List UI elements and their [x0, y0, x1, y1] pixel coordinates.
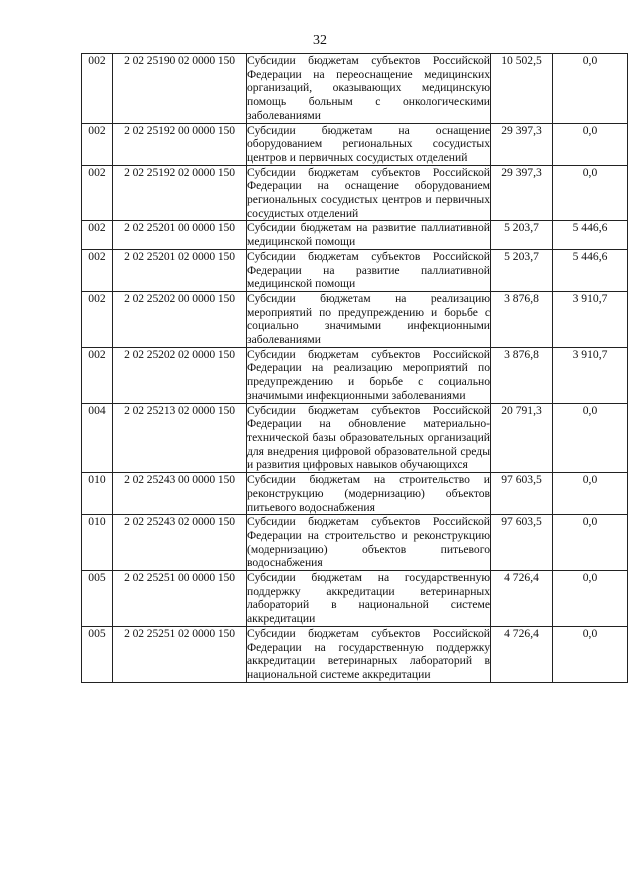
table-row: [82, 249, 628, 291]
revenue-name-cell: [247, 347, 491, 403]
revenue-name-text: Субсидии бюджетам субъектов Российской Федерации на государственную поддержку аккредитации ветеринарных лабораторий в национальной системе аккредитации: [247, 626, 490, 681]
budget-classification-code-text: 2 02 25243 02 0000 150: [124, 515, 235, 529]
budget-classification-code-cell: [113, 221, 247, 249]
table-row: [82, 347, 628, 403]
revenue-name-text: Субсидии бюджетам субъектов Российской Федерации на развитие паллиативной медицинской помощи: [247, 249, 490, 291]
admin-code-text: 010: [88, 473, 106, 487]
table-row: [82, 473, 628, 515]
amount-year-1-text: 29 397,3: [501, 165, 542, 179]
revenue-name-text: Субсидии бюджетам на реализацию мероприятий по предупреждению и борьбе с социально значимыми инфекционными заболеваниями: [247, 291, 490, 347]
admin-code-text: 002: [88, 249, 106, 263]
amount-year-2-text: 0,0: [582, 403, 598, 417]
budget-classification-code-text: 2 02 25202 02 0000 150: [124, 347, 235, 361]
budget-classification-code-text: 2 02 25251 00 0000 150: [124, 571, 235, 585]
admin-code-text: 002: [88, 54, 106, 67]
amount-year-2-cell: [553, 473, 628, 515]
admin-code-cell: [82, 571, 113, 627]
admin-code-text: 010: [88, 515, 106, 529]
table-row: [82, 165, 628, 221]
budget-classification-code-text: 2 02 25192 02 0000 150: [124, 165, 235, 179]
budget-revenue-table: [81, 53, 628, 683]
amount-year-1-cell: [491, 347, 553, 403]
table-row: [82, 291, 628, 347]
budget-classification-code-text: 2 02 25201 00 0000 150: [124, 221, 235, 235]
admin-code-cell: [82, 347, 113, 403]
table-row: [82, 403, 628, 473]
amount-year-1-cell: [491, 221, 553, 249]
admin-code-cell: [82, 165, 113, 221]
amount-year-2-cell: [553, 249, 628, 291]
budget-classification-code-text: 2 02 25192 00 0000 150: [124, 123, 235, 137]
table-row: [82, 515, 628, 571]
budget-classification-code-text: 2 02 25243 00 0000 150: [124, 473, 235, 487]
admin-code-cell: [82, 123, 113, 165]
budget-classification-code-cell: [113, 291, 247, 347]
budget-classification-code-cell: [113, 626, 247, 682]
amount-year-1-cell: [491, 249, 553, 291]
amount-year-1-cell: [491, 515, 553, 571]
amount-year-2-text: 0,0: [582, 54, 598, 67]
amount-year-1-cell: [491, 165, 553, 221]
budget-classification-code-text: 2 02 25202 00 0000 150: [124, 291, 235, 305]
budget-classification-code-text: 2 02 25213 02 0000 150: [124, 403, 235, 417]
revenue-name-cell: [247, 123, 491, 165]
budget-classification-code-cell: [113, 515, 247, 571]
table-row: [82, 626, 628, 682]
revenue-name-cell: [247, 626, 491, 682]
amount-year-2-cell: [553, 626, 628, 682]
amount-year-2-text: 3 910,7: [572, 291, 608, 305]
admin-code-cell: [82, 221, 113, 249]
amount-year-2-cell: [553, 54, 628, 124]
amount-year-2-text: 0,0: [582, 473, 598, 487]
table-row: [82, 221, 628, 249]
amount-year-1-text: 97 603,5: [501, 515, 542, 529]
amount-year-2-text: 0,0: [582, 626, 598, 640]
admin-code-text: 005: [88, 626, 106, 640]
budget-classification-code-text: 2 02 25251 02 0000 150: [124, 626, 235, 640]
amount-year-2-text: 0,0: [582, 165, 598, 179]
amount-year-1-text: 4 726,4: [504, 571, 539, 585]
amount-year-2-cell: [553, 291, 628, 347]
revenue-name-text: Субсидии бюджетам субъектов Российской Федерации на строительство и реконструкцию (модернизацию) объектов питьевого водоснабжения: [247, 515, 490, 570]
amount-year-1-cell: [491, 626, 553, 682]
budget-classification-code-cell: [113, 54, 247, 124]
amount-year-1-text: 5 203,7: [504, 249, 539, 263]
admin-code-text: 005: [88, 571, 106, 585]
revenue-name-cell: [247, 291, 491, 347]
revenue-name-text: Субсидии бюджетам на оснащение оборудованием региональных сосудистых центров и первичных сосудистых отделений: [247, 123, 490, 164]
amount-year-2-text: 5 446,6: [572, 249, 608, 263]
admin-code-text: 002: [88, 123, 106, 137]
amount-year-1-cell: [491, 123, 553, 165]
admin-code-text: 002: [88, 347, 106, 361]
admin-code-cell: [82, 473, 113, 515]
amount-year-2-cell: [553, 165, 628, 221]
amount-year-2-text: 0,0: [582, 571, 598, 585]
revenue-name-cell: [247, 249, 491, 291]
amount-year-2-text: 5 446,6: [572, 221, 608, 235]
budget-classification-code-cell: [113, 473, 247, 515]
revenue-name-cell: [247, 515, 491, 571]
revenue-name-text: Субсидии бюджетам субъектов Российской Федерации на переоснащение медицинских организаций, оказывающих медицинскую помощь больным с онкологическими заболеваниями: [247, 54, 490, 122]
page-number: 32: [313, 33, 327, 48]
amount-year-2-text: 0,0: [582, 123, 598, 137]
budget-classification-code-cell: [113, 165, 247, 221]
revenue-name-text: Субсидии бюджетам субъектов Российской Федерации на реализацию мероприятий по предупреждению и борьбе с социально значимыми инфекционными заболеваниями: [247, 347, 490, 402]
revenue-name-text: Субсидии бюджетам субъектов Российской Федерации на оснащение оборудованием региональных сосудистых центров и первичных сосудистых отделений: [247, 165, 490, 220]
amount-year-2-text: 3 910,7: [572, 347, 608, 361]
revenue-name-text: Субсидии бюджетам на строительство и реконструкцию (модернизацию) объектов питьевого водоснабжения: [247, 473, 490, 514]
amount-year-2-text: 0,0: [582, 515, 598, 529]
admin-code-cell: [82, 291, 113, 347]
admin-code-text: 002: [88, 165, 106, 179]
amount-year-1-cell: [491, 291, 553, 347]
amount-year-1-text: 4 726,4: [504, 626, 539, 640]
admin-code-cell: [82, 54, 113, 124]
table-row: [82, 123, 628, 165]
amount-year-1-text: 5 203,7: [504, 221, 539, 235]
revenue-name-cell: [247, 221, 491, 249]
amount-year-1-cell: [491, 54, 553, 124]
admin-code-text: 002: [88, 291, 106, 305]
admin-code-text: 002: [88, 221, 106, 235]
revenue-name-text: Субсидии бюджетам на государственную поддержку аккредитации ветеринарных лабораторий в национальной системе аккредитации: [247, 571, 490, 626]
amount-year-2-cell: [553, 403, 628, 473]
amount-year-2-cell: [553, 123, 628, 165]
budget-classification-code-cell: [113, 403, 247, 473]
amount-year-2-cell: [553, 571, 628, 627]
amount-year-2-cell: [553, 515, 628, 571]
amount-year-1-text: 3 876,8: [504, 347, 539, 361]
revenue-name-cell: [247, 571, 491, 627]
amount-year-1-text: 3 876,8: [504, 291, 539, 305]
amount-year-1-text: 20 791,3: [501, 403, 542, 417]
admin-code-text: 004: [88, 403, 106, 417]
budget-classification-code-text: 2 02 25190 02 0000 150: [124, 54, 235, 67]
amount-year-2-cell: [553, 347, 628, 403]
amount-year-1-text: 29 397,3: [501, 123, 542, 137]
budget-classification-code-cell: [113, 249, 247, 291]
amount-year-1-cell: [491, 403, 553, 473]
revenue-name-cell: [247, 403, 491, 473]
table-row: [82, 54, 628, 124]
admin-code-cell: [82, 249, 113, 291]
table-row: [82, 571, 628, 627]
amount-year-2-cell: [553, 221, 628, 249]
budget-classification-code-text: 2 02 25201 02 0000 150: [124, 249, 235, 263]
budget-classification-code-cell: [113, 123, 247, 165]
amount-year-1-text: 10 502,5: [501, 54, 542, 67]
amount-year-1-cell: [491, 571, 553, 627]
admin-code-cell: [82, 515, 113, 571]
amount-year-1-text: 97 603,5: [501, 473, 542, 487]
budget-classification-code-cell: [113, 571, 247, 627]
budget-classification-code-cell: [113, 347, 247, 403]
revenue-name-text: Субсидии бюджетам субъектов Российской Федерации на обновление материально-технической базы образовательных организаций для внедрения цифровой образовательной среды и развития цифровых навыков обучающихся: [247, 403, 490, 472]
revenue-name-text: Субсидии бюджетам на развитие паллиативной медицинской помощи: [247, 221, 490, 249]
revenue-name-cell: [247, 54, 491, 124]
revenue-name-cell: [247, 165, 491, 221]
admin-code-cell: [82, 626, 113, 682]
admin-code-cell: [82, 403, 113, 473]
revenue-name-cell: [247, 473, 491, 515]
amount-year-1-cell: [491, 473, 553, 515]
